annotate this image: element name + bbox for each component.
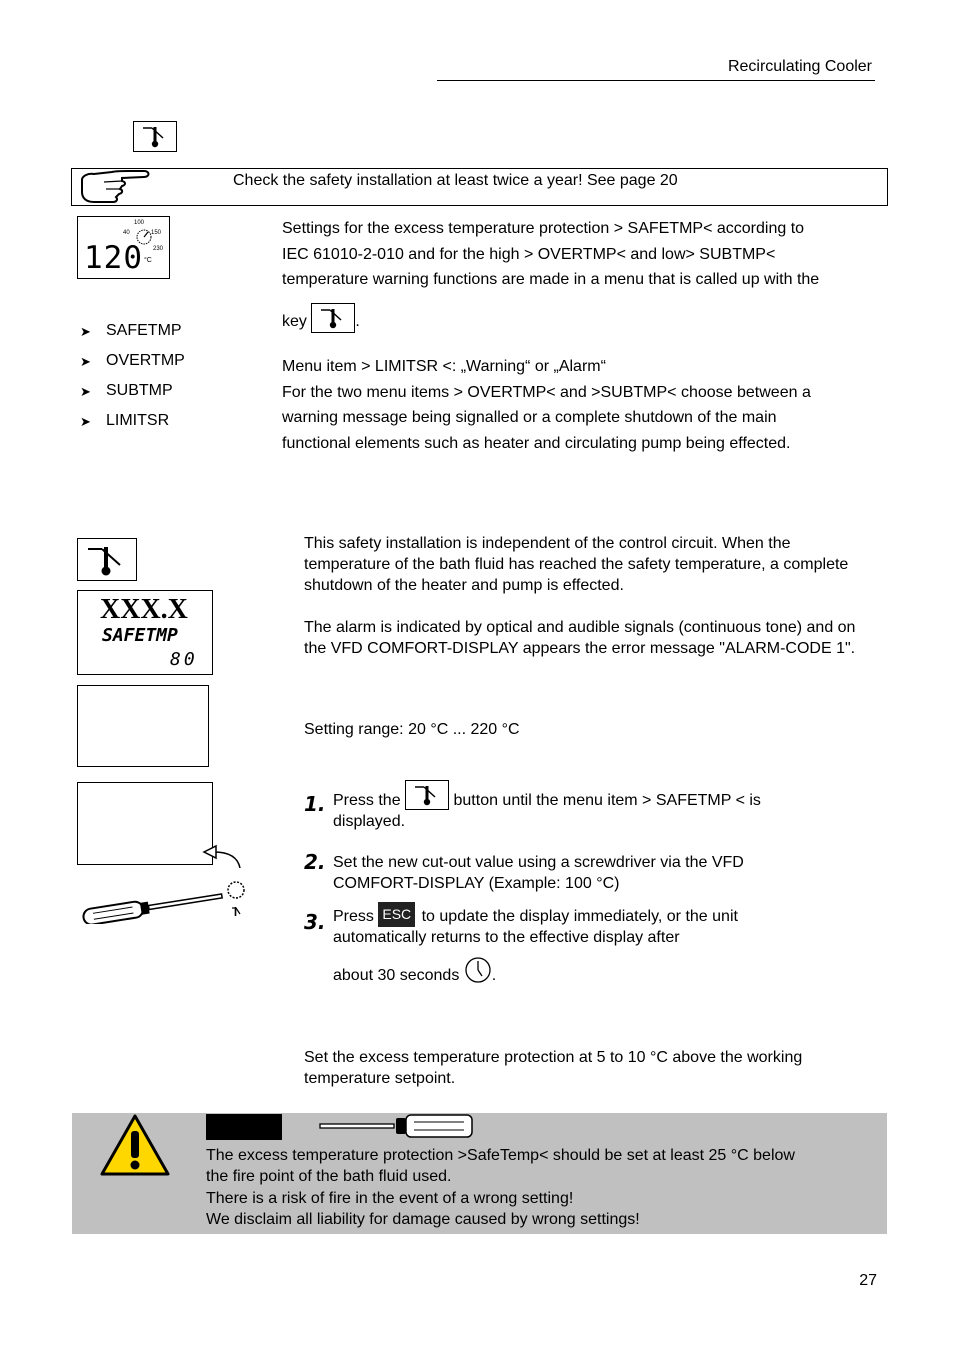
blank-display bbox=[77, 685, 209, 767]
intro-paragraph: Settings for the excess temperature protection > SAFETMP< according to IEC 61010-2-010 and for the high > OVERTMP< and low> SUBTMP< temperature warning functions are made in a menu that is called up with the key . bbox=[282, 216, 882, 334]
list-item: ➤ SAFETMP bbox=[80, 320, 185, 350]
temperature-display-icon bbox=[77, 216, 170, 279]
pointing-hand-icon bbox=[76, 168, 152, 211]
step-number: 3. bbox=[304, 910, 326, 934]
screwdriver-icon bbox=[318, 1113, 476, 1144]
safety-paragraph-1: This safety installation is independent of the control circuit. When the temperature of the bath fluid has reached the safety temperature, a complete shutdown of the heater and pump is effected. bbox=[304, 535, 849, 594]
list-item: ➤ LIMITSR bbox=[80, 410, 185, 440]
blank-display bbox=[77, 782, 213, 865]
list-item: ➤ OVERTMP bbox=[80, 350, 185, 380]
lcd-line-3: 80 bbox=[170, 649, 198, 670]
thermometer-key-icon bbox=[405, 780, 449, 810]
page-number: 27 bbox=[859, 1272, 877, 1289]
step-3-text: Press ESC to update the display immediately, or the unit automatically returns to the effective display after about 30 seconds . bbox=[333, 902, 873, 986]
display-unit: °C bbox=[144, 257, 152, 264]
screwdriver-icon bbox=[78, 876, 252, 929]
warning-triangle-icon bbox=[99, 1113, 171, 1182]
arrow-bullet-icon: ➤ bbox=[80, 384, 91, 399]
thermometer-key-icon bbox=[133, 121, 177, 152]
header-rule bbox=[437, 80, 875, 81]
lcd-line-2: SAFETMP bbox=[102, 625, 178, 646]
step-1-text: Press the button until the menu item > SAFETMP < is displayed. bbox=[333, 780, 873, 832]
esc-key-icon: ESC bbox=[378, 902, 415, 927]
thermometer-key-icon bbox=[77, 538, 137, 581]
arrow-bullet-icon: ➤ bbox=[80, 354, 91, 369]
step-number: 1. bbox=[304, 792, 326, 816]
arrow-bullet-icon: ➤ bbox=[80, 414, 91, 429]
arrow-bullet-icon: ➤ bbox=[80, 324, 91, 339]
list-item: ➤ SUBTMP bbox=[80, 380, 185, 410]
curved-arrow-icon bbox=[200, 844, 244, 875]
thermometer-key-icon bbox=[311, 303, 355, 333]
limitsr-paragraph: Menu item > LIMITSR <: „Warning“ or „Alarm“ For the two menu items > OVERTMP< and >SUBTMP< choose between a warning message being signalled or a complete shutdown of the main functional elements such as heater and circulating pump being effected. bbox=[282, 358, 811, 452]
dial-label-150: 150 bbox=[151, 230, 162, 236]
warning-text: The excess temperature protection >SafeTemp< should be set at least 25 °C below the fire point of the bath fluid used. There is a risk of fire in the event of a wrong setting! We disclaim all liability for damage caused by wrong settings! bbox=[206, 1147, 795, 1228]
display-value: 120 bbox=[84, 240, 143, 276]
step-2-text: Set the new cut-out value using a screwdriver via the VFD COMFORT-DISPLAY (Example: 100 °C) bbox=[333, 854, 744, 892]
dial-label-230: 230 bbox=[153, 246, 164, 252]
step-number: 2. bbox=[304, 850, 326, 874]
header-title: Recirculating Cooler bbox=[727, 58, 872, 75]
lcd-line-1: XXX.X bbox=[100, 594, 188, 625]
clock-icon bbox=[464, 956, 492, 984]
setting-range: Setting range: 20 °C ... 220 °C bbox=[304, 721, 520, 738]
note-text: Check the safety installation at least twice a year! See page 20 bbox=[233, 172, 678, 189]
lcd-display bbox=[77, 590, 213, 675]
dial-icon bbox=[134, 227, 154, 247]
warning-label bbox=[206, 1114, 282, 1140]
menu-items-list bbox=[80, 320, 185, 440]
dial-label-40: 40 bbox=[123, 230, 130, 236]
recommendation: Set the excess temperature protection at 5 to 10 °C above the working temperature setpoint. bbox=[304, 1049, 803, 1087]
dial-label-100: 100 bbox=[134, 220, 145, 226]
safety-paragraph-2: The alarm is indicated by optical and audible signals (continuous tone) and on the VFD COMFORT-DISPLAY appears the error message "ALARM-CODE 1". bbox=[304, 619, 856, 657]
